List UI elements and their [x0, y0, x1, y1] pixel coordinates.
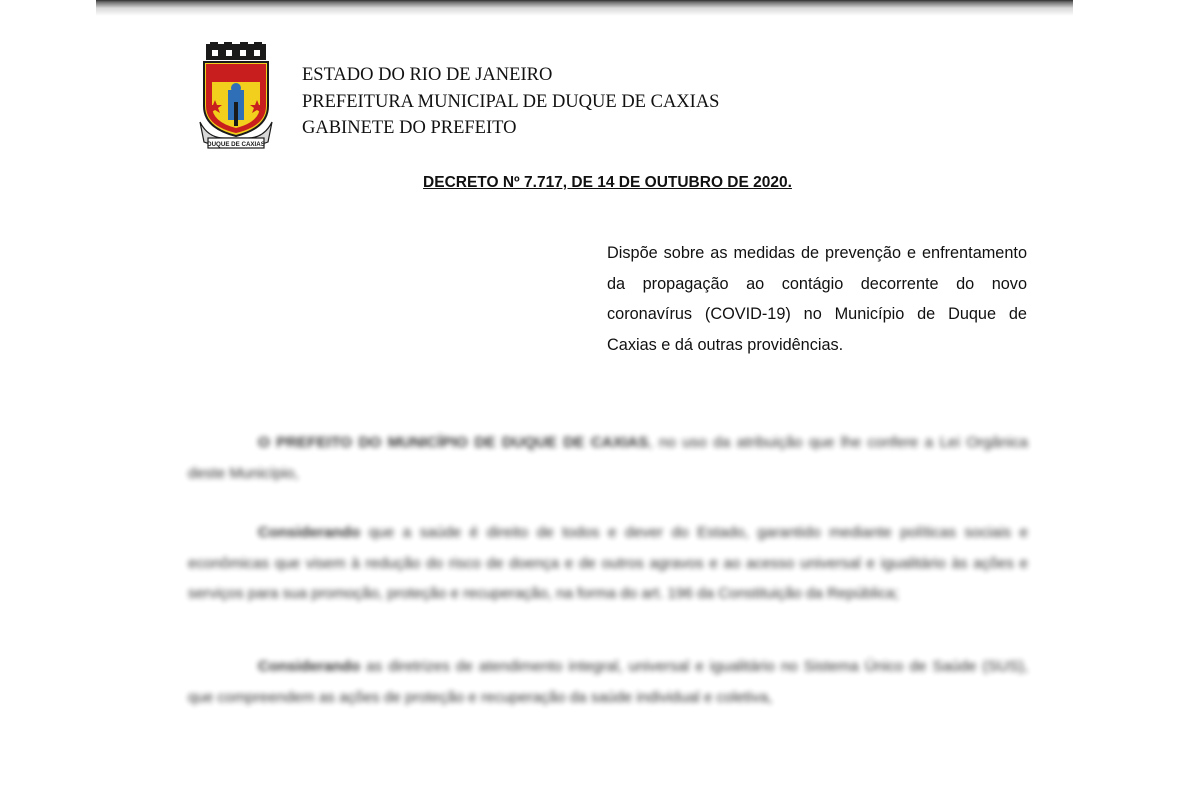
paragraph-preamble — [188, 428, 1028, 489]
coat-of-arms-label: DUQUE DE CAXIAS — [207, 141, 265, 148]
letterhead-office: GABINETE DO PREFEITO — [302, 118, 517, 138]
page-top-edge-shadow — [96, 0, 1073, 16]
preamble-bold: O PREFEITO DO MUNICÍPIO DE DUQUE DE CAXIAS — [258, 434, 649, 451]
letterhead-prefecture: PREFEITURA MUNICIPAL DE DUQUE DE CAXIAS — [302, 91, 720, 112]
considerando-2-bold: Considerando — [258, 658, 361, 675]
considerando-2-text: as diretrizes de atendimento integral, universal e igualitário no Sistema Único de Saúde (SUS), que compreendem as ações de proteção e recuperação da saúde individual e coletiva, — [188, 658, 1028, 706]
coat-of-arms-icon — [198, 42, 274, 152]
decree-title-text: DECRETO Nº 7.717, DE 14 DE OUTUBRO DE 2020. — [423, 174, 792, 191]
decree-title — [0, 174, 1199, 192]
paragraph-considerando-1 — [188, 518, 1028, 610]
considerando-1-bold: Considerando — [258, 524, 361, 541]
letterhead-state: ESTADO DO RIO DE JANEIRO — [302, 65, 553, 85]
considerando-1-text: que a saúde é direito de todos e dever do Estado, garantido mediante políticas sociais e econômicas que visem à redução do risco de doença e de outros agravos e ao acesso universal e igualitário às ações e serviços para sua promoção, proteção e recuperação, na forma do art. 196 da Constituição da República; — [188, 524, 1028, 602]
letterhead — [302, 62, 719, 142]
preamble-text: , no uso da atribuição que lhe confere a Lei Orgânica deste Município, — [188, 434, 1028, 482]
decree-summary: Dispõe sobre as medidas de prevenção e enfrentamento da propagação ao contágio decorrente do novo coronavírus (COVID-19) no Município de Duque de Caxias e dá outras providências. — [607, 244, 1027, 354]
paragraph-considerando-2 — [188, 652, 1028, 713]
